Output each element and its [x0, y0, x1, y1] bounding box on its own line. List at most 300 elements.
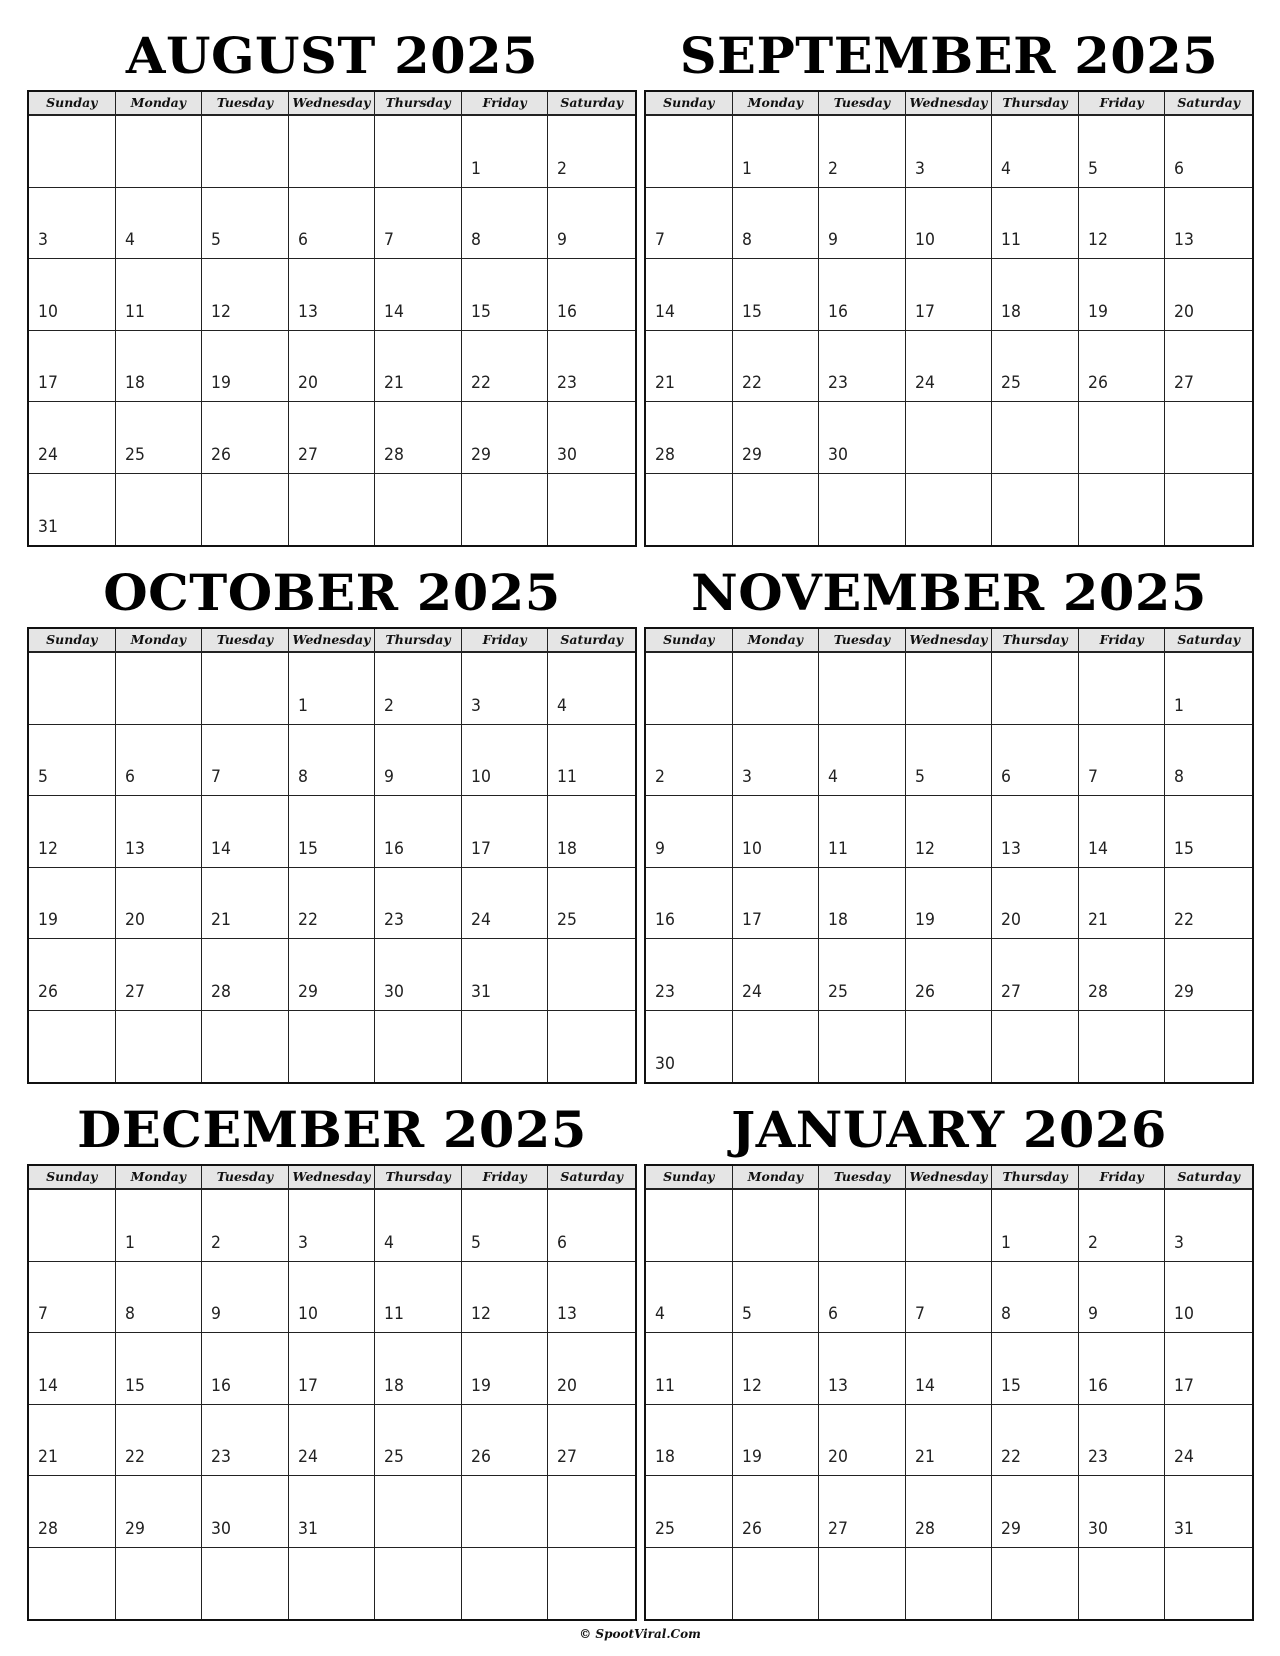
day-cell [375, 1405, 462, 1477]
day-number: 13 [828, 1375, 849, 1396]
day-cell [202, 725, 289, 797]
day-cell [646, 116, 733, 188]
day-number: 17 [470, 838, 491, 859]
day-number: 17 [1174, 1375, 1195, 1396]
day-number: 7 [384, 230, 395, 250]
day-cell [992, 725, 1079, 797]
day-cell [1079, 1548, 1166, 1620]
day-number: 14 [914, 1375, 935, 1396]
day-number: 17 [914, 301, 935, 322]
day-cell [1079, 796, 1166, 868]
day-cell [819, 259, 906, 331]
day-number: 14 [38, 1375, 58, 1396]
day-cell [375, 259, 462, 331]
day-number: 5 [211, 230, 222, 250]
day-number: 3 [1174, 1232, 1185, 1253]
day-cell [646, 402, 733, 474]
day-cell [462, 1405, 549, 1477]
day-number: 20 [297, 373, 318, 393]
day-number: 18 [655, 1447, 675, 1467]
day-number: 30 [828, 444, 849, 465]
day-cell [375, 188, 462, 260]
day-number: 4 [655, 1304, 665, 1324]
day-cell [906, 868, 993, 940]
month-title: SEPTEMBER 2025 [679, 26, 1219, 85]
day-cell [202, 1011, 289, 1083]
weekday-header: Friday [462, 629, 549, 653]
day-number: 17 [38, 373, 58, 393]
day-number: 19 [211, 373, 232, 393]
day-cell [289, 1190, 376, 1262]
day-cell [289, 868, 376, 940]
day-cell [992, 939, 1079, 1011]
day-cell [992, 1190, 1079, 1262]
weekday-header: Saturday [1165, 629, 1252, 653]
day-cell [733, 1405, 820, 1477]
day-number: 7 [655, 230, 665, 250]
day-cell [1165, 939, 1252, 1011]
day-number: 6 [557, 1232, 568, 1253]
day-number: 13 [557, 1304, 578, 1324]
day-cell [1079, 939, 1166, 1011]
day-number: 30 [211, 1518, 232, 1539]
day-number: 14 [384, 301, 405, 322]
day-cell [548, 1011, 635, 1083]
day-number: 3 [38, 230, 48, 250]
day-cell [29, 1262, 116, 1334]
day-number: 24 [914, 373, 935, 393]
day-number: 15 [470, 301, 491, 322]
month-title: OCTOBER 2025 [103, 563, 561, 622]
day-cell [1165, 1476, 1252, 1548]
day-cell [202, 402, 289, 474]
day-number: 21 [211, 910, 232, 930]
day-number: 9 [557, 230, 568, 250]
day-number: 2 [828, 158, 839, 179]
day-cell [819, 1476, 906, 1548]
weekday-header: Sunday [29, 92, 116, 116]
day-cell [289, 939, 376, 1011]
day-cell [202, 796, 289, 868]
day-cell [819, 796, 906, 868]
day-number: 22 [1001, 1447, 1022, 1467]
day-cell [375, 939, 462, 1011]
day-cell [1165, 1333, 1252, 1405]
day-cell [202, 1476, 289, 1548]
weekday-header: Friday [1079, 92, 1166, 116]
weekday-header: Monday [116, 629, 203, 653]
day-cell [462, 725, 549, 797]
day-number: 23 [1087, 1447, 1108, 1467]
day-cell [992, 1262, 1079, 1334]
day-number: 21 [655, 373, 675, 393]
day-cell [29, 1548, 116, 1620]
day-number: 8 [1001, 1304, 1012, 1324]
day-cell [1165, 259, 1252, 331]
day-number: 11 [557, 767, 578, 787]
day-cell [1079, 474, 1166, 546]
day-cell [202, 1548, 289, 1620]
day-number: 9 [384, 767, 395, 787]
day-cell [733, 402, 820, 474]
day-number: 3 [741, 767, 752, 787]
weekday-header: Sunday [646, 629, 733, 653]
day-number: 23 [384, 910, 405, 930]
day-cell [202, 939, 289, 1011]
day-number: 5 [38, 767, 48, 787]
day-cell [733, 1262, 820, 1334]
weekday-header: Tuesday [202, 1166, 289, 1190]
day-cell [646, 188, 733, 260]
day-cell [548, 868, 635, 940]
day-cell [733, 1548, 820, 1620]
day-number: 19 [914, 910, 935, 930]
day-cell [29, 1190, 116, 1262]
day-cell [819, 474, 906, 546]
day-cell [1165, 116, 1252, 188]
day-number: 27 [297, 444, 318, 465]
day-number: 17 [297, 1375, 318, 1396]
day-cell [29, 474, 116, 546]
day-number: 31 [38, 517, 58, 537]
day-number: 2 [557, 158, 568, 179]
day-cell [375, 1333, 462, 1405]
day-cell [819, 868, 906, 940]
day-number: 12 [470, 1304, 491, 1324]
day-cell [116, 868, 203, 940]
weekday-header: Sunday [646, 1166, 733, 1190]
day-number: 9 [1087, 1304, 1098, 1324]
day-cell [1079, 259, 1166, 331]
day-number: 18 [828, 910, 849, 930]
day-cell [906, 939, 993, 1011]
day-cell [1165, 1011, 1252, 1083]
day-cell [992, 331, 1079, 403]
day-cell [116, 1190, 203, 1262]
day-cell [1079, 868, 1166, 940]
day-number: 22 [470, 373, 491, 393]
day-cell [906, 116, 993, 188]
day-number: 1 [1174, 695, 1185, 716]
month-title: JANUARY 2026 [731, 1100, 1167, 1159]
day-cell [116, 1548, 203, 1620]
day-number: 15 [1001, 1375, 1022, 1396]
day-number: 16 [557, 301, 578, 322]
day-number: 1 [124, 1232, 135, 1253]
day-number: 23 [828, 373, 849, 393]
day-cell [116, 1262, 203, 1334]
day-cell [375, 1548, 462, 1620]
day-cell [992, 188, 1079, 260]
day-cell [202, 474, 289, 546]
day-cell [992, 653, 1079, 725]
weekday-header: Thursday [375, 1166, 462, 1190]
day-cell [906, 474, 993, 546]
day-number: 27 [124, 981, 145, 1002]
day-cell [116, 402, 203, 474]
day-cell [116, 116, 203, 188]
day-number: 28 [384, 444, 405, 465]
day-number: 5 [470, 1232, 481, 1253]
day-cell [992, 1548, 1079, 1620]
day-number: 18 [1001, 301, 1022, 322]
month-title: DECEMBER 2025 [77, 1100, 587, 1159]
day-cell [202, 188, 289, 260]
day-cell [819, 1333, 906, 1405]
day-cell [992, 1333, 1079, 1405]
day-number: 25 [655, 1518, 675, 1539]
weekday-header: Saturday [548, 92, 635, 116]
day-cell [548, 1333, 635, 1405]
day-number: 16 [211, 1375, 232, 1396]
day-cell [548, 331, 635, 403]
day-cell [116, 725, 203, 797]
weekday-header: Wednesday [906, 1166, 993, 1190]
day-number: 13 [297, 301, 318, 322]
weekday-header: Monday [116, 92, 203, 116]
day-cell [992, 1476, 1079, 1548]
day-number: 11 [655, 1375, 675, 1396]
day-cell [29, 725, 116, 797]
weekday-header: Wednesday [289, 1166, 376, 1190]
day-number: 5 [914, 767, 925, 787]
day-number: 8 [124, 1304, 135, 1324]
day-cell [116, 653, 203, 725]
weekday-header: Thursday [992, 629, 1079, 653]
day-number: 7 [211, 767, 222, 787]
weekday-header: Friday [1079, 1166, 1166, 1190]
day-cell [733, 331, 820, 403]
day-cell [375, 1011, 462, 1083]
day-number: 25 [384, 1447, 405, 1467]
day-cell [819, 1190, 906, 1262]
day-cell [906, 653, 993, 725]
day-cell [289, 259, 376, 331]
day-number: 18 [124, 373, 145, 393]
day-cell [29, 331, 116, 403]
weekday-header: Monday [733, 629, 820, 653]
day-number: 27 [828, 1518, 849, 1539]
day-number: 30 [557, 444, 578, 465]
day-cell [1079, 1333, 1166, 1405]
day-cell [906, 796, 993, 868]
weekday-header: Tuesday [202, 92, 289, 116]
weekday-header: Sunday [646, 92, 733, 116]
day-cell [116, 939, 203, 1011]
day-number: 14 [211, 838, 232, 859]
weekday-header: Wednesday [289, 92, 376, 116]
day-cell [548, 653, 635, 725]
day-number: 14 [655, 301, 675, 322]
day-cell [646, 1262, 733, 1334]
weekday-header: Wednesday [289, 629, 376, 653]
day-number: 10 [914, 230, 935, 250]
day-cell [733, 868, 820, 940]
day-number: 24 [38, 444, 58, 465]
day-cell [116, 1476, 203, 1548]
weekday-header: Tuesday [202, 629, 289, 653]
day-number: 14 [1087, 838, 1108, 859]
day-number: 4 [124, 230, 135, 250]
day-number: 31 [1174, 1518, 1195, 1539]
day-cell [819, 1011, 906, 1083]
day-cell [646, 1476, 733, 1548]
day-cell [202, 331, 289, 403]
day-cell [1165, 1405, 1252, 1477]
day-cell [462, 653, 549, 725]
day-cell [548, 188, 635, 260]
day-cell [289, 725, 376, 797]
day-cell [375, 725, 462, 797]
day-cell [289, 796, 376, 868]
day-number: 16 [655, 910, 675, 930]
day-cell [548, 939, 635, 1011]
day-cell [462, 1548, 549, 1620]
day-cell [646, 796, 733, 868]
day-number: 20 [557, 1375, 578, 1396]
day-number: 12 [914, 838, 935, 859]
day-cell [819, 1262, 906, 1334]
day-cell [819, 331, 906, 403]
day-cell [202, 1262, 289, 1334]
day-number: 22 [297, 910, 318, 930]
day-number: 8 [741, 230, 752, 250]
day-cell [202, 653, 289, 725]
weekday-header: Friday [462, 92, 549, 116]
day-number: 12 [38, 838, 58, 859]
day-cell [202, 1333, 289, 1405]
day-cell [646, 331, 733, 403]
day-number: 11 [1001, 230, 1022, 250]
day-cell [462, 796, 549, 868]
day-number: 8 [297, 767, 308, 787]
day-number: 30 [384, 981, 405, 1002]
day-cell [733, 1333, 820, 1405]
day-number: 24 [1174, 1447, 1195, 1467]
day-number: 21 [1087, 910, 1108, 930]
day-number: 1 [1001, 1232, 1012, 1253]
day-cell [646, 725, 733, 797]
day-number: 21 [38, 1447, 58, 1467]
day-cell [646, 939, 733, 1011]
weekday-header: Wednesday [906, 629, 993, 653]
weekday-header: Tuesday [819, 1166, 906, 1190]
day-cell [462, 259, 549, 331]
day-number: 28 [1087, 981, 1108, 1002]
day-cell [906, 188, 993, 260]
day-cell [1079, 116, 1166, 188]
day-number: 16 [1087, 1375, 1108, 1396]
day-cell [1165, 868, 1252, 940]
day-number: 2 [655, 767, 665, 787]
weekday-header: Thursday [992, 92, 1079, 116]
day-cell [116, 259, 203, 331]
day-cell [375, 1190, 462, 1262]
day-cell [375, 116, 462, 188]
weekday-header: Monday [116, 1166, 203, 1190]
day-number: 21 [914, 1447, 935, 1467]
day-cell [548, 1190, 635, 1262]
day-number: 25 [557, 910, 578, 930]
day-number: 20 [828, 1447, 849, 1467]
day-number: 3 [470, 695, 481, 716]
day-cell [819, 402, 906, 474]
day-cell [1079, 188, 1166, 260]
day-number: 5 [1087, 158, 1098, 179]
day-cell [548, 1476, 635, 1548]
day-number: 12 [1087, 230, 1108, 250]
day-cell [819, 939, 906, 1011]
day-number: 10 [1174, 1304, 1195, 1324]
weekday-header: Monday [733, 1166, 820, 1190]
month-grid [27, 90, 637, 547]
day-number: 7 [914, 1304, 925, 1324]
day-cell [1079, 725, 1166, 797]
day-number: 9 [655, 838, 665, 859]
day-cell [116, 1405, 203, 1477]
day-cell [819, 725, 906, 797]
day-number: 25 [828, 981, 849, 1002]
day-number: 7 [1087, 767, 1098, 787]
day-number: 2 [384, 695, 395, 716]
day-cell [992, 402, 1079, 474]
day-number: 29 [741, 444, 762, 465]
weekday-header: Saturday [548, 1166, 635, 1190]
day-number: 10 [297, 1304, 318, 1324]
day-cell [548, 1548, 635, 1620]
day-cell [646, 1548, 733, 1620]
day-cell [375, 1262, 462, 1334]
day-number: 22 [741, 373, 762, 393]
day-cell [289, 474, 376, 546]
day-cell [462, 1011, 549, 1083]
month-grid [644, 90, 1254, 547]
day-cell [906, 1333, 993, 1405]
day-number: 31 [470, 981, 491, 1002]
day-number: 15 [297, 838, 318, 859]
day-number: 11 [124, 301, 145, 322]
day-cell [646, 868, 733, 940]
day-number: 29 [124, 1518, 145, 1539]
day-cell [289, 1262, 376, 1334]
day-number: 22 [1174, 910, 1195, 930]
month-grid [644, 627, 1254, 1084]
day-cell [29, 1476, 116, 1548]
day-number: 23 [557, 373, 578, 393]
day-number: 29 [297, 981, 318, 1002]
day-number: 4 [1001, 158, 1012, 179]
day-number: 20 [1174, 301, 1195, 322]
day-cell [906, 1262, 993, 1334]
day-cell [289, 331, 376, 403]
day-cell [733, 1476, 820, 1548]
day-cell [1079, 1262, 1166, 1334]
day-cell [906, 331, 993, 403]
day-number: 16 [828, 301, 849, 322]
day-cell [29, 1333, 116, 1405]
day-cell [202, 868, 289, 940]
day-number: 7 [38, 1304, 48, 1324]
day-cell [819, 188, 906, 260]
day-cell [462, 939, 549, 1011]
day-cell [992, 1405, 1079, 1477]
day-cell [1165, 402, 1252, 474]
day-cell [29, 796, 116, 868]
day-number: 4 [384, 1232, 395, 1253]
day-cell [1079, 1011, 1166, 1083]
day-cell [992, 474, 1079, 546]
day-number: 27 [1001, 981, 1022, 1002]
